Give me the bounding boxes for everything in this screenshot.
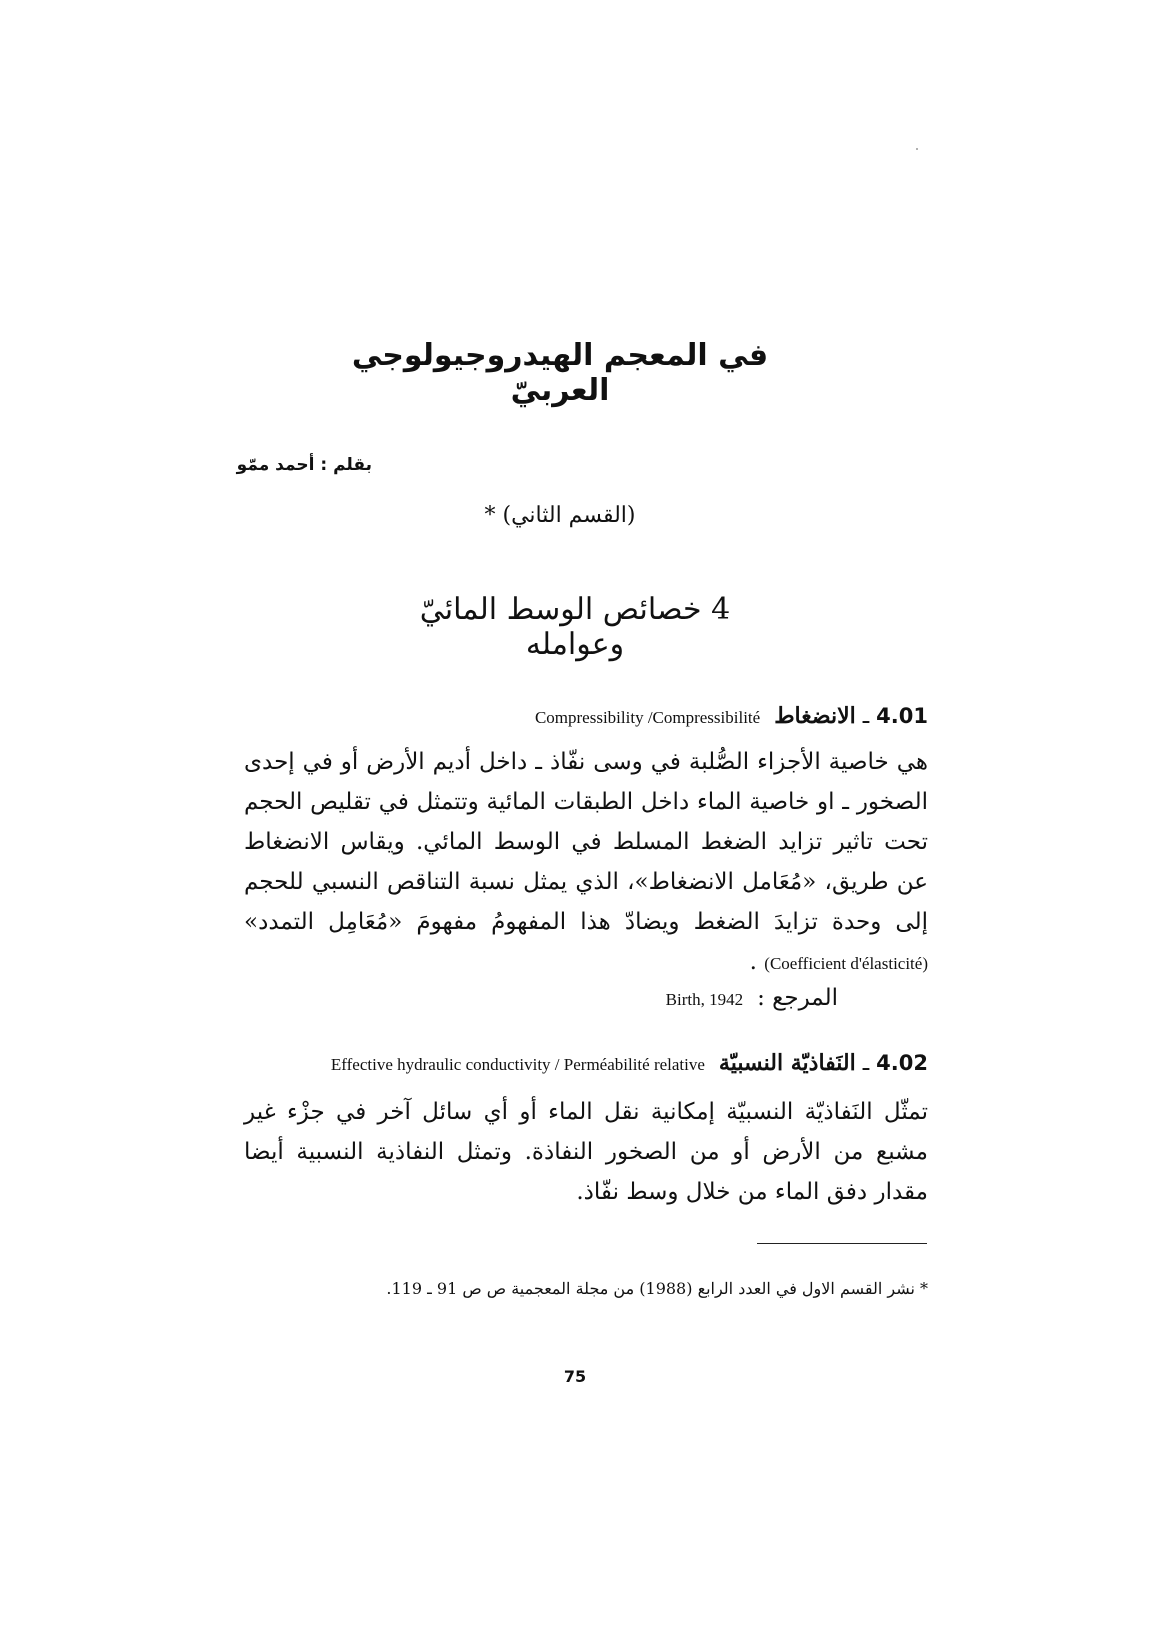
page-number: 75 xyxy=(563,1367,587,1386)
entry-heading-4-02 xyxy=(331,1050,928,1076)
entry-number: 4.02 xyxy=(876,1051,928,1075)
entry-number: 4.01 xyxy=(876,704,928,728)
reference-value: Birth, 1942 xyxy=(665,990,744,1009)
part-label: (القسم الثاني) * xyxy=(484,503,636,528)
entry-definition-4-01 xyxy=(244,742,928,984)
entry-heading-4-01 xyxy=(535,703,928,729)
entry-definition-4-02: تمثّل النَفاذيّة النسبيّة إمكانية نقل الماء أو أي سائل آخر في جزْء غير مشبع من الأرض أو من الصخور النفاذة. وتمثل النفاذية النسبية أيضا مقدار دفق الماء من خلال وسط نفّاذ. xyxy=(244,1099,928,1205)
footnote: * نشر القسم الاول في العدد الرابع (1988) من مجلة المعجمية ص ص 91 ـ 119. xyxy=(386,1279,928,1298)
author-byline: بقلم : أحمد ممّو xyxy=(236,455,372,475)
entry-dash: ـ xyxy=(855,1051,877,1076)
entry-dash: ـ xyxy=(855,704,877,729)
entry-term-latin: Effective hydraulic conductivity / Perméabilité relative xyxy=(330,1055,705,1074)
entry-term-latin: Compressibility /Compressibilité xyxy=(534,708,761,727)
chapter-heading: 4 خصائص الوسط المائيّ وعوامله xyxy=(419,592,731,662)
footnote-divider xyxy=(757,1243,927,1244)
reference-line xyxy=(666,985,838,1011)
definition-text: هي خاصية الأجزاء الصُّلبة في وسى نفّاذ ـ داخل أديم الأرض أو في إحدى الصخور ـ او خاصية الماء داخل الطبقات المائية وتتمثل في تقليص الحجم تحت تاثير تزايد الضغط المسلط في الوسط المائي. ويقاس الانضغاط عن طريق، «مُعَامل الانضغاط»، الذي يمثل نسبة التناقص النسبي للحجم إلى وحدة تزايدَ الضغط ويضادّ هذا المفهومُ مفهومَ «مُعَامِل التمدد» xyxy=(244,749,928,935)
entry-term-arabic: النَفاذيّة النسبيّة xyxy=(718,1050,856,1076)
reference-label: المرجع : xyxy=(757,985,838,1011)
definition-end: . xyxy=(749,949,765,975)
definition-latin-term: (Coefficient d'élasticité) xyxy=(764,954,928,973)
article-title: في المعجم الهيدروجيولوجي العربيّ xyxy=(351,338,769,408)
entry-term-arabic: الانضغاط xyxy=(774,703,856,729)
scan-speck xyxy=(916,148,918,150)
